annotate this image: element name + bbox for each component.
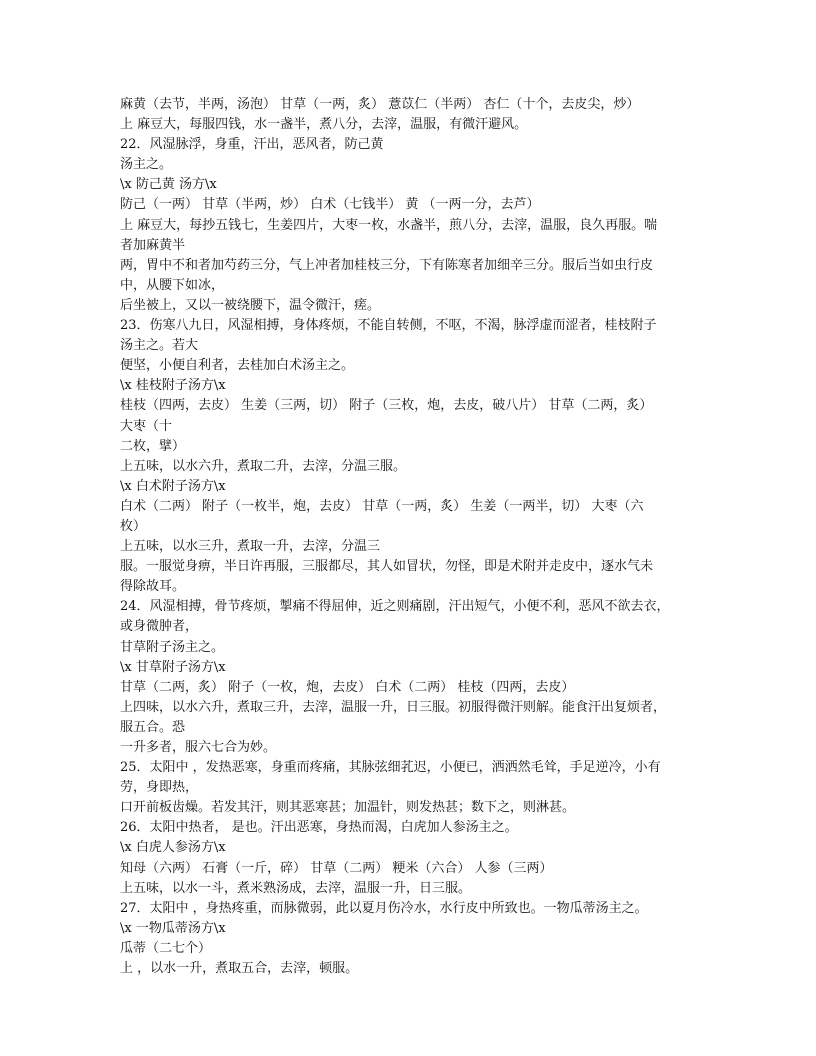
text-line: 上 麻豆大，每服四钱，水一盏半，煮八分，去滓，温服，有微汗避风。 xyxy=(120,117,528,133)
text-line: \x 一物瓜蒂汤方\x xyxy=(120,920,226,936)
text-line: 中，从腰下如冰， xyxy=(120,277,225,293)
text-line: 白术（二两） 附子（一枚半，炮，去皮） 甘草（一两，炙） 生姜（一两半，切） 大枣（六 xyxy=(120,498,644,514)
text-line: 者加麻黄半 xyxy=(120,237,186,253)
text-line: 27．太阳中 ，身热疼重，而脉微弱，此以夏月伤冷水，水行皮中所致也。一物瓜蒂汤主之。 xyxy=(120,900,648,916)
text-line: 甘草附子汤主之。 xyxy=(120,639,225,655)
text-line: \x 白虎人参汤方\x xyxy=(120,840,226,856)
document-text xyxy=(120,95,700,979)
text-line: 麻黄（去节，半两，汤泡） 甘草（一两，炙） 薏苡仁（半两） 杏仁（十个，去皮尖，炒） xyxy=(120,97,640,112)
text-line: 上五味，以水三升，煮取一升，去滓，分温三 xyxy=(120,539,381,555)
text-line: 枚） xyxy=(120,518,147,534)
text-line: 甘草（二两，炙） 附子（一枚，炮，去皮） 白术（二两） 桂枝（四两，去皮） xyxy=(120,679,575,695)
text-line: 防己（一两） 甘草（半两，炒） 白术（七钱半） 黄 （一两一分，去芦） xyxy=(120,197,540,213)
text-line: 得除故耳。 xyxy=(120,579,186,595)
text-line: 服。一服觉身痹，半日许再服，三服都尽，其人如冒状，勿怪，即是术附并走皮中，逐水气未 xyxy=(120,559,654,575)
text-line: \x 防己黄 汤方\x xyxy=(120,177,217,193)
text-line: 上五味，以水六升，煮取二升，去滓，分温三服。 xyxy=(120,458,407,474)
text-line: \x 白术附子汤方\x xyxy=(120,478,226,494)
text-line: 服五合。恐 xyxy=(120,719,186,735)
text-line: 上五味，以水一斗，煮米熟汤成，去滓，温服一升，日三服。 xyxy=(120,880,472,896)
text-line: 后坐被上，又以一被绕腰下，温令微汗，瘥。 xyxy=(120,297,381,313)
text-line: \x 甘草附子汤方\x xyxy=(120,659,226,675)
text-line: 二枚，擘） xyxy=(120,438,186,454)
text-line: 桂枝（四两，去皮） 生姜（三两，切） 附子（三枚，炮，去皮，破八片） 甘草（二两，炙） xyxy=(120,398,653,414)
text-line: 上 ，以水一升，煮取五合，去滓，顿服。 xyxy=(120,961,359,977)
text-line: 24．风湿相搏，骨节疼烦，掣痛不得屈伸，近之则痛剧，汗出短气，小便不利，恶风不欲去衣， xyxy=(120,599,670,615)
text-line: 23．伤寒八九日，风湿相搏，身体疼烦，不能自转侧，不呕，不渴，脉浮虚而涩者，桂枝附子 xyxy=(120,318,657,334)
text-line: 口开前板齿燥。若发其汗，则其恶寒甚；加温针，则发热甚；数下之，则淋甚。 xyxy=(120,800,576,816)
text-line: 两，胃中不和者加芍药三分，气上冲者加桂枝三分，下有陈寒者加细辛三分。服后当如虫行皮 xyxy=(120,257,654,273)
text-line: 一升多者，服六七合为妙。 xyxy=(120,740,277,755)
text-line: 26．太阳中热者， 是也。汗出恶寒，身热而渴，白虎加人参汤主之。 xyxy=(120,820,518,836)
text-line: 上四味，以水六升，煮取三升，去滓，温服一升，日三服。初服得微汗则解。能食汗出复烦者， xyxy=(120,699,667,715)
text-line: 汤主之。 xyxy=(120,157,173,173)
text-line: 劳，身即热， xyxy=(120,780,199,796)
text-line: 大枣（十 xyxy=(120,418,173,434)
text-line: 或身微肿者， xyxy=(120,619,199,635)
text-line: 瓜蒂（二七个） xyxy=(120,940,212,956)
text-line: 22．风湿脉浮，身重，汗出，恶风者，防己黄 xyxy=(120,137,384,153)
text-line: 便坚，小便自利者，去桂加白术汤主之。 xyxy=(120,358,355,374)
text-line: 25．太阳中 ，发热恶寒，身重而疼痛，其脉弦细芤迟，小便已，洒洒然毛耸，手足逆冷，小有 xyxy=(120,760,661,776)
text-line: 知母（六两） 石膏（一斤，碎） 甘草（二两） 粳米（六合） 人参（三两） xyxy=(120,860,553,876)
text-line: 汤主之。若大 xyxy=(120,338,199,354)
text-line: \x 桂枝附子汤方\x xyxy=(120,378,226,394)
text-line: 上 麻豆大，每抄五钱七，生姜四片，大枣一枚，水盏半，煎八分，去滓，温服，良久再服。喘 xyxy=(120,217,658,233)
